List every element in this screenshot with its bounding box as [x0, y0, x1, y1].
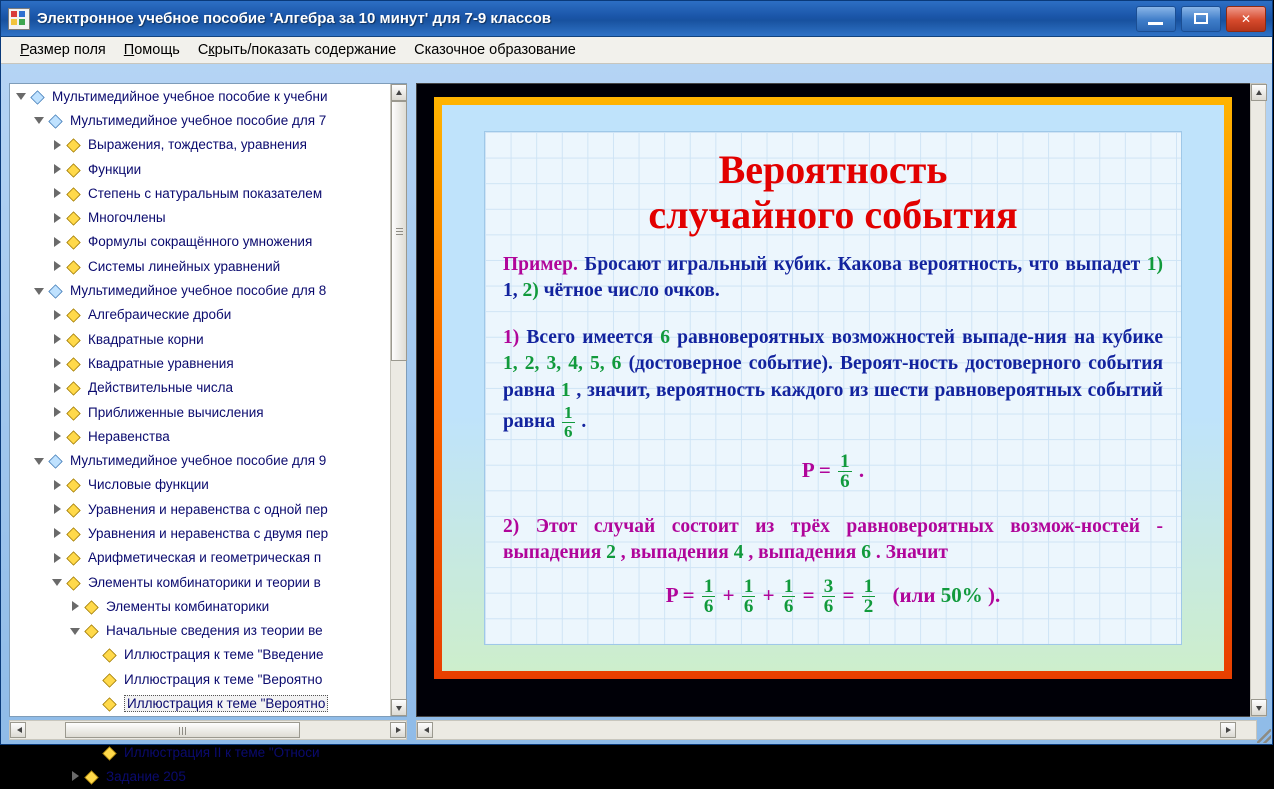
- tree-item[interactable]: [10, 400, 392, 424]
- slide-viewer[interactable]: [416, 83, 1257, 717]
- expand-arrow-icon[interactable]: [52, 503, 64, 515]
- tree-item-label: Многочлены: [88, 210, 166, 226]
- tree-item[interactable]: [10, 448, 392, 472]
- p2-text-a: Этот случай состоит из трёх равновероятных возмож-ностей - выпадения: [503, 515, 1163, 564]
- tree-item[interactable]: [10, 667, 392, 691]
- formula2-f1-den: 6: [703, 595, 714, 617]
- expand-arrow-icon[interactable]: [52, 479, 64, 491]
- p1-text-d: , значит, вероятность каждого из шести равновероятных событий равна: [503, 379, 1164, 433]
- expand-arrow-icon[interactable]: [52, 406, 64, 418]
- scroll-left-button[interactable]: [10, 722, 26, 738]
- tree-item[interactable]: [10, 108, 392, 132]
- diamond-yellow-icon: [103, 697, 118, 710]
- menu-item-fairy-education[interactable]: Сказочное образование: [414, 42, 576, 58]
- app-book-icon: [8, 8, 30, 30]
- expand-arrow-icon[interactable]: [52, 309, 64, 321]
- tree-item-label: Иллюстрация II к теме "Относи: [124, 744, 320, 760]
- menu-label-toggle-contents: рыть/показать содержание: [214, 42, 397, 58]
- diamond-shape: [102, 746, 116, 760]
- expand-arrow-icon[interactable]: [52, 236, 64, 248]
- p1-period: .: [581, 411, 587, 433]
- tree-item[interactable]: [10, 327, 392, 351]
- tree-scroll-region: [10, 84, 392, 784]
- diamond-yellow-icon: [85, 624, 100, 637]
- p1-text-a: Всего имеется: [526, 326, 654, 348]
- tree-item-label: Начальные сведения из теории ве: [106, 623, 323, 639]
- diamond-yellow-icon: [67, 478, 82, 491]
- tree-item-label: Элементы комбинаторики: [106, 598, 270, 614]
- tree-item[interactable]: [10, 546, 392, 570]
- diamond-shape: [102, 673, 116, 687]
- scroll-grip: [396, 228, 403, 235]
- diamond-yellow-icon: [67, 357, 82, 370]
- expand-arrow-icon[interactable]: [52, 552, 64, 564]
- formula1-equals: =: [818, 457, 831, 482]
- formula2-tail-open: (или: [892, 582, 936, 607]
- diamond-yellow-icon: [67, 187, 82, 200]
- tree-horizontal-scrollbar[interactable]: [9, 720, 407, 740]
- slide-formula-1: [503, 452, 1163, 492]
- diamond-shape: [66, 552, 80, 566]
- formula2-equals-1: =: [682, 582, 695, 607]
- collapse-arrow-icon[interactable]: [70, 625, 82, 637]
- expand-arrow-icon[interactable]: [52, 527, 64, 539]
- example-value-1: 1,: [503, 280, 518, 302]
- tree-item[interactable]: [10, 278, 392, 302]
- p2-text-d: . Значит: [875, 542, 948, 564]
- diamond-shape: [66, 187, 80, 201]
- diamond-shape: [66, 333, 80, 347]
- expand-arrow-icon[interactable]: [52, 212, 64, 224]
- tree-item[interactable]: [10, 521, 392, 545]
- diamond-shape: [84, 625, 98, 639]
- tree-item[interactable]: [10, 133, 392, 157]
- diamond-shape: [66, 309, 80, 323]
- main-content: [1, 64, 1274, 784]
- diamond-yellow-icon: [67, 406, 82, 419]
- expand-arrow-icon[interactable]: [70, 770, 82, 782]
- collapse-arrow-icon[interactable]: [16, 90, 28, 102]
- tree-item[interactable]: [10, 205, 392, 229]
- minimize-button[interactable]: [1136, 6, 1176, 32]
- formula1-period: .: [858, 457, 865, 482]
- menu-item-field-size[interactable]: Размер поля: [20, 42, 106, 58]
- tree-item[interactable]: [10, 254, 392, 278]
- example-item-1: 1): [1146, 253, 1163, 275]
- expand-arrow-icon[interactable]: [52, 382, 64, 394]
- p2-value-2: 2: [606, 542, 616, 564]
- diamond-shape: [66, 260, 80, 274]
- diamond-yellow-icon: [67, 260, 82, 273]
- close-icon: ✕: [1240, 12, 1252, 26]
- formula1-p: P: [801, 457, 814, 482]
- diamond-shape: [66, 503, 80, 517]
- tree-indent-spacer: [88, 673, 100, 685]
- p2-text-b: , выпадения: [620, 542, 729, 564]
- viewer-scroll-up-button[interactable]: [1251, 84, 1267, 101]
- formula2-f4-num: 3: [823, 575, 834, 597]
- diamond-shape: [48, 454, 62, 468]
- p1-text-b: равновероятных возможностей выпаде-ния на кубике: [677, 326, 1163, 348]
- scroll-thumb-horizontal[interactable]: [65, 722, 300, 738]
- diamond-shape: [102, 697, 116, 711]
- slide-title-line2: случайного события: [648, 191, 1018, 237]
- diamond-yellow-icon: [103, 673, 118, 686]
- window-controls: [1136, 6, 1266, 32]
- p1-number: 1): [503, 326, 520, 348]
- diamond-blue-icon: [49, 284, 64, 297]
- tree-indent-spacer: [88, 649, 100, 661]
- slide-canvas: [484, 131, 1182, 645]
- expand-arrow-icon[interactable]: [52, 163, 64, 175]
- tree-item[interactable]: [10, 473, 392, 497]
- tree-item-label: Арифметическая и геометрическая п: [88, 550, 322, 566]
- formula2-f2-num: 1: [743, 575, 754, 597]
- diamond-yellow-icon: [67, 503, 82, 516]
- p2-value-4: 4: [733, 542, 744, 564]
- formula2-p: P: [665, 582, 678, 607]
- formula1-numerator: 1: [840, 450, 850, 472]
- scroll-up-button[interactable]: [391, 84, 407, 101]
- diamond-yellow-icon: [85, 600, 100, 613]
- tree-item-label: Числовые функции: [88, 477, 209, 493]
- p2-text-c: , выпадения: [748, 542, 857, 564]
- example-item-2: 2): [522, 280, 539, 302]
- formula2-tail-close: ).: [988, 582, 1001, 607]
- tree-item-label: Степень с натуральным показателем: [88, 185, 323, 201]
- formula1-fraction: [838, 452, 852, 492]
- diamond-yellow-icon: [67, 527, 82, 540]
- formula2-f3-num: 1: [783, 575, 794, 597]
- formula2-fraction-1: [702, 577, 716, 617]
- tree-item-label: Иллюстрация к теме "Вероятно: [124, 695, 328, 712]
- diamond-yellow-icon: [85, 770, 100, 783]
- p2-value-6: 6: [861, 542, 871, 564]
- slide-formula-2: [503, 577, 1163, 617]
- formula2-fraction-4: [822, 577, 836, 617]
- tree-item-label: Системы линейных уравнений: [88, 258, 281, 274]
- tree-item[interactable]: [10, 643, 392, 667]
- menu-bar: [1, 37, 1272, 64]
- tree-item-label: Действительные числа: [88, 380, 233, 396]
- menu-label-help: омощь: [134, 42, 180, 58]
- diamond-yellow-icon: [67, 333, 82, 346]
- diamond-yellow-icon: [67, 138, 82, 151]
- p1-value-six: 6: [660, 326, 670, 348]
- expand-arrow-icon[interactable]: [52, 333, 64, 345]
- diamond-shape: [66, 430, 80, 444]
- scroll-right-button[interactable]: [390, 722, 406, 738]
- diamond-shape: [66, 479, 80, 493]
- formula2-f1-num: 1: [703, 575, 714, 597]
- tree-item-label: Квадратные корни: [88, 331, 204, 347]
- tree-item[interactable]: [10, 424, 392, 448]
- expand-arrow-icon[interactable]: [52, 430, 64, 442]
- tree-item[interactable]: [10, 181, 392, 205]
- p1-fraction-numerator: 1: [564, 403, 573, 423]
- tree-item-label: Задание 205: [106, 768, 186, 784]
- menu-label-toggle-prefix: С: [197, 42, 209, 58]
- tree-item[interactable]: [10, 157, 392, 181]
- collapse-arrow-icon[interactable]: [34, 285, 46, 297]
- diamond-blue-icon: [31, 90, 46, 103]
- diamond-yellow-icon: [103, 648, 118, 661]
- collapse-arrow-icon[interactable]: [52, 576, 64, 588]
- diamond-shape: [66, 139, 80, 153]
- slide-title: [503, 148, 1163, 238]
- scroll-thumb-vertical[interactable]: [391, 101, 407, 361]
- viewer-horizontal-scrollbar[interactable]: [416, 720, 1257, 740]
- tree-item-label: Иллюстрация к теме "Вероятно: [124, 671, 323, 687]
- formula2-fraction-3: [782, 577, 796, 617]
- diamond-yellow-icon: [67, 308, 82, 321]
- p2-number: 2): [503, 515, 520, 537]
- expand-arrow-icon[interactable]: [52, 139, 64, 151]
- diamond-shape: [84, 770, 98, 784]
- example-text-2: чётное число очков.: [543, 280, 720, 302]
- diamond-yellow-icon: [67, 163, 82, 176]
- tree-item[interactable]: [10, 691, 392, 715]
- viewer-vertical-scrollbar[interactable]: [1250, 83, 1266, 717]
- tree-item[interactable]: [10, 764, 392, 788]
- p1-value-one: 1: [560, 379, 571, 401]
- tree-indent-spacer: [88, 746, 100, 758]
- tree-item[interactable]: [10, 740, 392, 764]
- diamond-shape: [66, 576, 80, 590]
- scroll-down-button[interactable]: [391, 699, 407, 716]
- slide-paragraph-1: [503, 325, 1163, 440]
- tree-item-label: Неравенства: [88, 428, 170, 444]
- viewer-scroll-left-button[interactable]: [417, 722, 433, 738]
- tree-item-label: Мультимедийное учебное пособие для 9: [70, 453, 327, 469]
- viewer-scroll-right-button[interactable]: [1220, 722, 1236, 738]
- tree-item-label: Мультимедийное учебное пособие к учебни: [52, 88, 328, 104]
- formula2-f5-den: 2: [863, 595, 874, 617]
- tree-item-label: Функции: [88, 161, 142, 177]
- menu-item-toggle-contents[interactable]: Скрыть/показать содержание: [197, 42, 397, 58]
- tree-item-label: Формулы сокращённого умножения: [88, 234, 313, 250]
- expand-arrow-icon[interactable]: [52, 187, 64, 199]
- formula2-fraction-5: [862, 577, 876, 617]
- formula1-denominator: 6: [840, 471, 850, 493]
- diamond-shape: [102, 649, 116, 663]
- diamond-yellow-icon: [67, 576, 82, 589]
- collapse-arrow-icon[interactable]: [34, 114, 46, 126]
- contents-tree-panel[interactable]: [9, 83, 407, 784]
- resize-grip-icon[interactable]: [1257, 729, 1271, 743]
- diamond-yellow-icon: [103, 746, 118, 759]
- title-bar: [1, 1, 1272, 37]
- diamond-shape: [48, 114, 62, 128]
- diamond-yellow-icon: [67, 430, 82, 443]
- example-label: Пример.: [503, 253, 578, 275]
- diamond-shape: [66, 211, 80, 225]
- p1-fraction: [562, 404, 575, 440]
- diamond-shape: [30, 90, 44, 104]
- diamond-shape: [66, 163, 80, 177]
- maximize-icon: [1194, 13, 1208, 24]
- p1-list: 1, 2, 3, 4, 5, 6: [503, 353, 622, 375]
- tree-item-label: Элементы комбинаторики и теории в: [88, 574, 321, 590]
- diamond-shape: [66, 236, 80, 250]
- formula2-f4-den: 6: [823, 595, 834, 617]
- slide-example-paragraph: [503, 252, 1163, 305]
- slide-frame-inner: [442, 105, 1224, 671]
- tree-item[interactable]: [10, 230, 392, 254]
- formula2-tail-value: 50%: [940, 582, 983, 607]
- menu-label-field-size: азмер поля: [29, 42, 106, 58]
- diamond-yellow-icon: [67, 235, 82, 248]
- tree-item-label: Квадратные уравнения: [88, 355, 234, 371]
- formula2-f2-den: 6: [743, 595, 754, 617]
- formula2-plus-2: +: [762, 582, 775, 607]
- diamond-blue-icon: [49, 454, 64, 467]
- formula2-fraction-2: [742, 577, 756, 617]
- diamond-yellow-icon: [67, 381, 82, 394]
- expand-arrow-icon[interactable]: [52, 260, 64, 272]
- formula2-f3-den: 6: [783, 595, 794, 617]
- minimize-icon: [1148, 22, 1163, 25]
- formula2-plus-1: +: [722, 582, 735, 607]
- tree-item-label: Иллюстрация к теме "Введение: [124, 647, 324, 663]
- tree-indent-spacer: [88, 698, 100, 710]
- maximize-button[interactable]: [1181, 6, 1221, 32]
- tree-item-label: Уравнения и неравенства с двумя пер: [88, 525, 329, 541]
- diamond-shape: [66, 357, 80, 371]
- expand-arrow-icon[interactable]: [70, 600, 82, 612]
- formula2-f5-num: 1: [863, 575, 874, 597]
- tree-vertical-scrollbar[interactable]: [390, 84, 406, 716]
- tree-item-label: Мультимедийное учебное пособие для 8: [70, 283, 327, 299]
- expand-arrow-icon[interactable]: [52, 357, 64, 369]
- window-title: Электронное учебное пособие 'Алгебра за 10 минут' для 7-9 классов: [37, 10, 551, 27]
- diamond-yellow-icon: [67, 551, 82, 564]
- p1-text-c: (достоверное событие). Вероят-ность достоверного события равна: [503, 353, 1164, 401]
- tree-item-label: Алгебраические дроби: [88, 307, 232, 323]
- diamond-shape: [84, 600, 98, 614]
- diamond-shape: [48, 284, 62, 298]
- tree-item[interactable]: [10, 497, 392, 521]
- diamond-shape: [66, 406, 80, 420]
- formula2-equals-3: =: [842, 582, 855, 607]
- tree-item-label: Уравнения и неравенства с одной пер: [88, 501, 328, 517]
- tree-item-label: Приближенные вычисления: [88, 404, 264, 420]
- tree-item[interactable]: [10, 303, 392, 327]
- tree-item-label: Выражения, тождества, уравнения: [88, 137, 307, 153]
- slide-frame-outer: [434, 97, 1232, 679]
- slide-paragraph-2: [503, 514, 1163, 567]
- menu-item-help[interactable]: Помощь: [123, 42, 180, 58]
- p1-fraction-denominator: 6: [564, 421, 573, 441]
- tree-item[interactable]: [10, 84, 392, 108]
- collapse-arrow-icon[interactable]: [34, 455, 46, 467]
- tree-item[interactable]: [10, 594, 392, 618]
- close-button[interactable]: [1226, 6, 1266, 32]
- tree-item[interactable]: [10, 376, 392, 400]
- tree-item[interactable]: [10, 351, 392, 375]
- scroll-grip-h: [179, 727, 187, 735]
- tree-item[interactable]: [10, 619, 392, 643]
- viewer-scroll-down-button[interactable]: [1251, 699, 1267, 716]
- diamond-shape: [66, 382, 80, 396]
- diamond-yellow-icon: [67, 211, 82, 224]
- diamond-blue-icon: [49, 114, 64, 127]
- slide-title-line1: Вероятность: [718, 147, 948, 192]
- example-text-1: Бросают игральный кубик. Какова вероятность, что выпадет: [584, 253, 1141, 275]
- diamond-shape: [66, 527, 80, 541]
- tree-item[interactable]: [10, 570, 392, 594]
- formula2-equals-2: =: [802, 582, 815, 607]
- tree-item-label: Мультимедийное учебное пособие для 7: [70, 112, 327, 128]
